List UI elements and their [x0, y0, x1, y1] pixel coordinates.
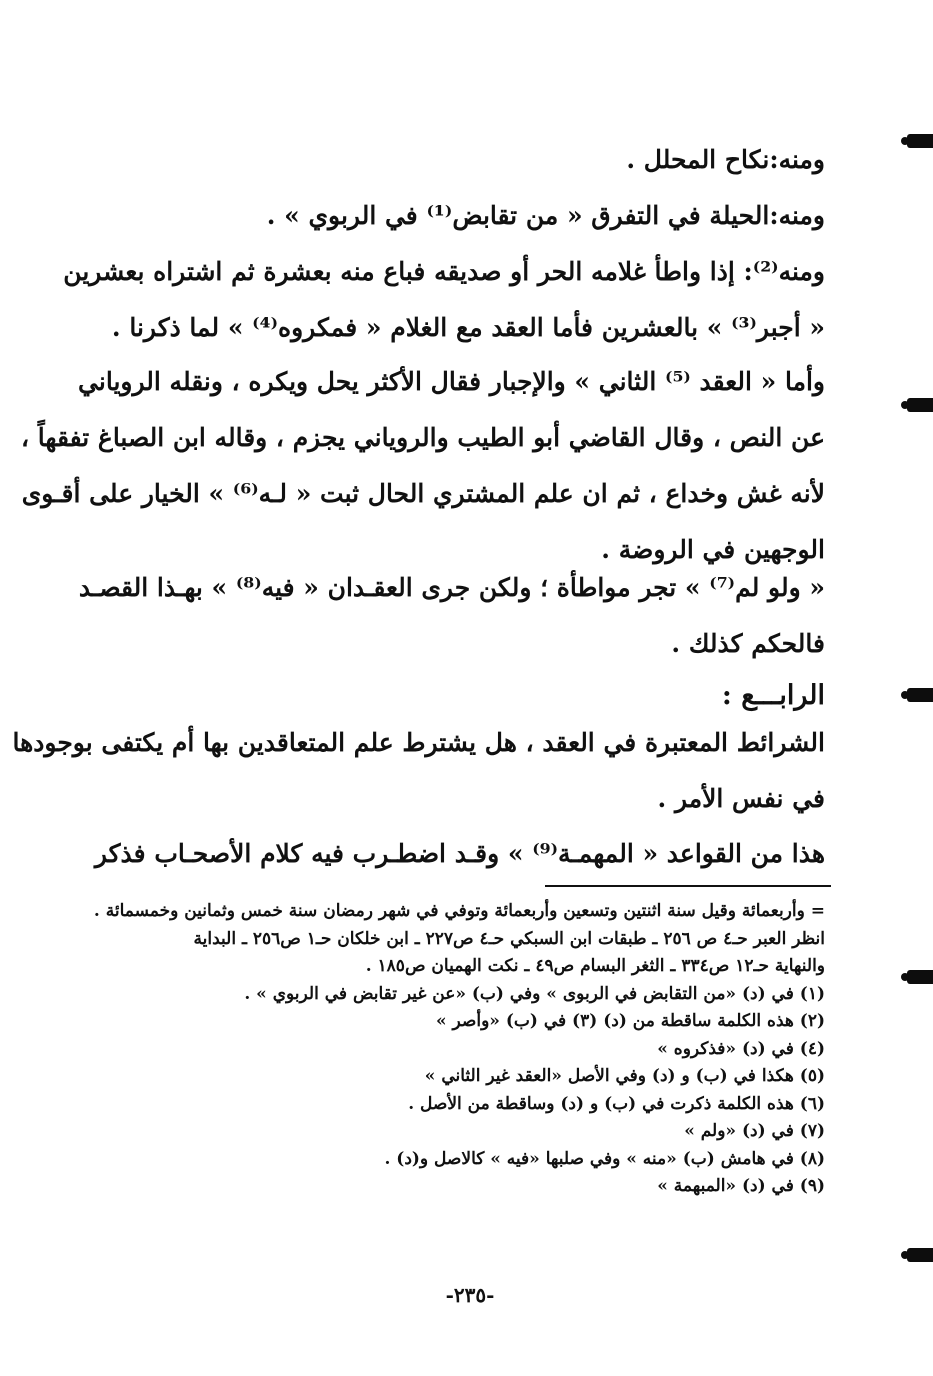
paragraph-line: وأما « العقد ⁽⁵⁾ الثاني » والإجبار فقال الأكثر يحل ويكره ، ونقله الروياني: [78, 367, 825, 396]
footnote: (٤) في (د) «فذكروه »: [657, 1038, 825, 1059]
footnote: (٩) في (د) «المبهمة »: [657, 1176, 825, 1196]
footnote-row: [135, 1008, 825, 1036]
footnote: (٣) في (ب) «وأصر »: [435, 1011, 598, 1031]
main-text: [12, 715, 825, 827]
paragraph-line: ومنه:نكاح المحلل .: [626, 145, 825, 174]
footnote: (٢) هذه الكلمة ساقطة من (د): [603, 1011, 825, 1031]
paragraph-line: « ولو لم⁽⁷⁾ » تجر مواطأة ؛ ولكن جرى العقـدان « فيه⁽⁸⁾ » بهـذا القصـد: [78, 573, 825, 602]
footnote-continuation: والنهاية حـ١٢ ص٣٣٤ ـ الثغر البسام ص٤٩ ـ نكت الهميان ص١٨٥ .: [365, 956, 825, 976]
scan-edge-mark: [907, 688, 933, 702]
footnote: (٨) في هامش (ب) «منه » وفي صلبها «فيه » كالاصل و(د) .: [384, 1148, 825, 1169]
footnote: (١) في (د) «من التقابض في الربوى » وفي (ب) «عن غير تقابض في الربوي » .: [244, 983, 825, 1004]
paragraph-line: في نفس الأمر .: [657, 784, 825, 813]
main-text: [21, 354, 825, 578]
scan-edge-mark: [907, 398, 933, 412]
main-text: [94, 826, 825, 882]
paragraph-line: الشرائط المعتبرة في العقد ، هل يشترط علم المتعاقدين بها أم يكتفى بوجودها: [12, 728, 825, 757]
paragraph-line: ومنه:الحيلة في التفرق « من تقابض⁽¹⁾ في الربوي » .: [266, 201, 825, 230]
footnote-continuation: انظر العبر حـ٤ ص ٢٥٦ ـ طبقات ابن السبكي حـ٤ ص٢٢٧ ـ ابن خلكان حـ١ ص٢٥٦ ـ البداية: [193, 928, 825, 949]
paragraph-line: هذا من القواعد « المهمـة⁽⁹⁾ » وقـد اضطـرب فيه كلام الأصحـاب فذكر: [94, 839, 825, 868]
paragraph-line: الوجهين في الروضة .: [601, 535, 825, 564]
footnote: (٥) هكذا في (ب) و (د) وفي الأصل «العقد غير الثاني »: [424, 1066, 825, 1086]
scan-edge-mark: [907, 1248, 933, 1262]
paragraph-line: عن النص ، وقال القاضي أبو الطيب والروياني يجزم ، وقاله ابن الصباغ تفقهاً ،: [21, 423, 825, 452]
paragraph-line: « أجبر⁽³⁾ » بالعشرين فأما العقد مع الغلام « فمكروه⁽⁴⁾ » لما ذكرنا .: [111, 313, 825, 342]
footnote: (٧) في (د) «ولم »: [684, 1121, 825, 1141]
main-text: [78, 560, 825, 672]
paragraph-line: ومنه⁽²⁾: إذا واطأ غلامه الحر أو صديقه فباع منه بعشرة ثم اشتراه بعشرين: [63, 257, 825, 286]
footnote: (٦) هذه الكلمة ذكرت في (ب) و (د) وساقطة من الأصل .: [408, 1093, 825, 1114]
main-text: [135, 132, 825, 244]
scan-edge-mark: [907, 970, 933, 984]
footnote-separator: [545, 885, 831, 887]
page-number: -٢٣٥-: [445, 1283, 495, 1307]
section-heading: الرابـــع :: [721, 680, 825, 711]
paragraph-line: لأنه غش وخداع ، ثم ان علم المشتري الحال ثبت « لـه⁽⁶⁾ » الخيار على أقـوى: [21, 479, 825, 508]
scan-edge-mark: [907, 134, 933, 148]
footnote-continuation: = وأربعمائة وقيل سنة اثنتين وتسعين وأربعمائة وتوفي في شهر رمضان سنة خمس وثمانين وخمسمائة .: [93, 901, 825, 921]
main-text: [63, 244, 825, 356]
footnotes: [93, 898, 825, 1201]
paragraph-line: فالحكم كذلك .: [671, 629, 825, 658]
